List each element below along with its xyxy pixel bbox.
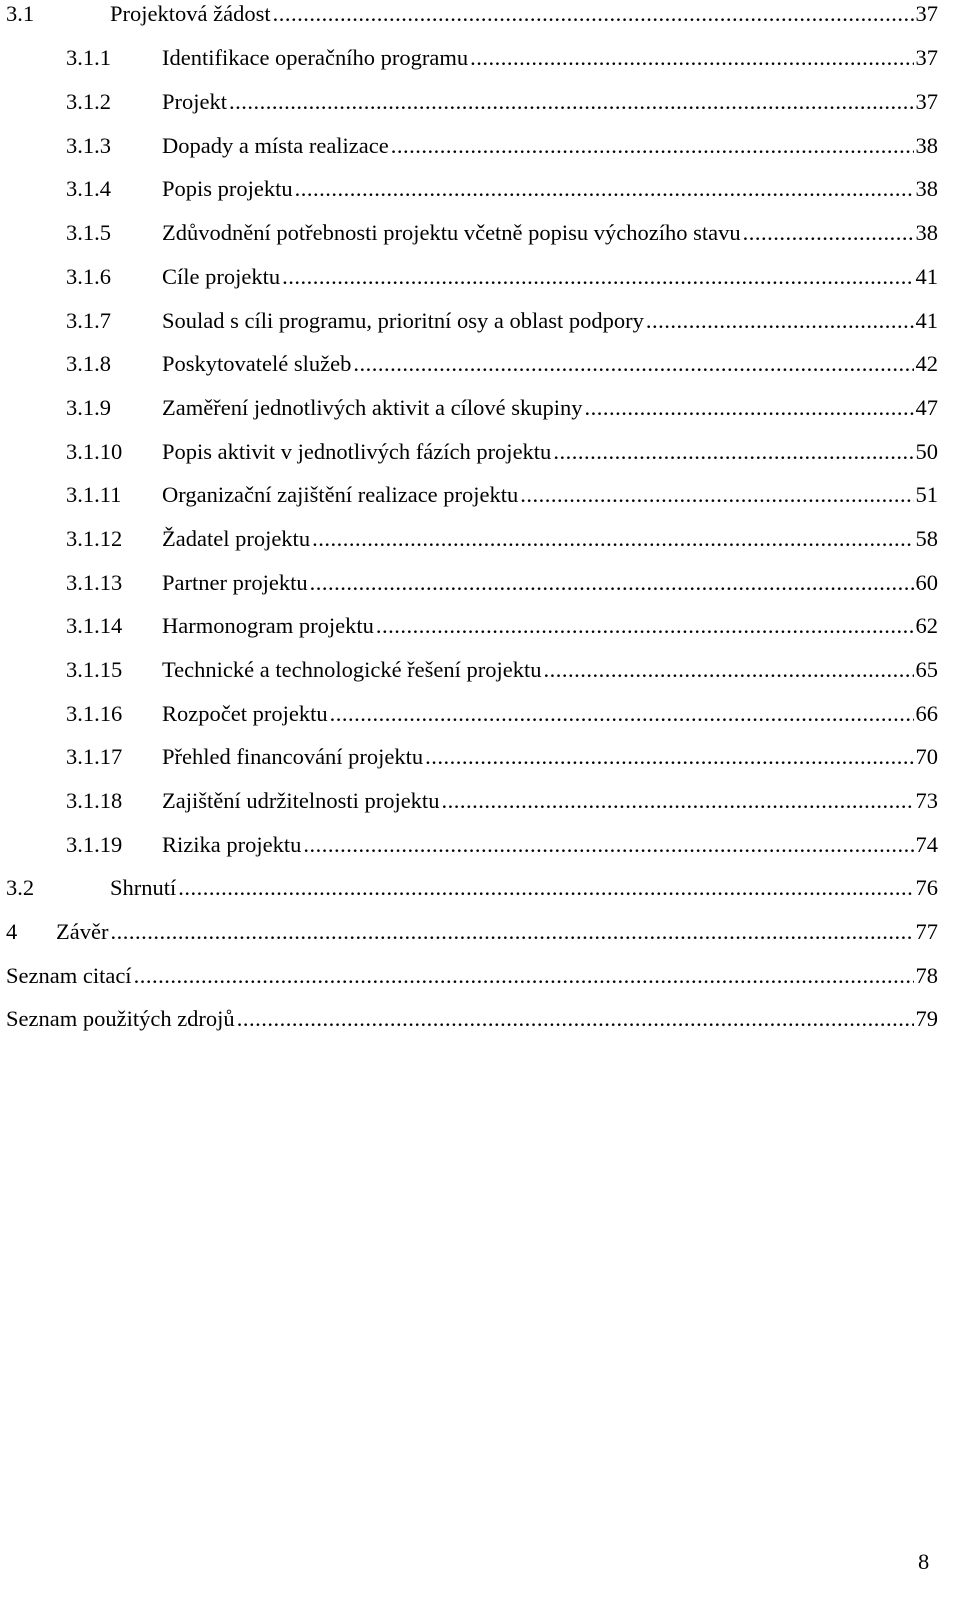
toc-dot-leader: [295, 167, 914, 211]
toc-entry-3-1-17[interactable]: [66, 735, 938, 779]
toc-dot-leader: [330, 692, 914, 736]
toc-entry-page: 41: [915, 308, 938, 333]
toc-entry-title: Rizika projektu: [162, 832, 302, 857]
toc-entry-number: 3.1.19: [66, 832, 123, 857]
toc-entry-3-1-1[interactable]: [66, 36, 938, 80]
toc-entry-number: 3.1.1: [66, 45, 111, 70]
toc-entry-page: 79: [915, 1006, 938, 1031]
toc-entry-page: 60: [915, 570, 938, 595]
toc-entry-3-1-15[interactable]: [66, 648, 938, 692]
toc-dot-leader: [229, 80, 914, 124]
toc-entry-title: Závěr: [56, 919, 109, 944]
toc-entry-title: Poskytovatelé služeb: [162, 351, 352, 376]
toc-entry-page: 37: [915, 1, 938, 26]
toc-entry-title: Organizační zajištění realizace projektu: [162, 482, 519, 507]
toc-entry-number: 4: [6, 919, 18, 944]
toc-entry-seznam-zdroju[interactable]: [6, 997, 938, 1041]
toc-entry-3-1-4[interactable]: [66, 167, 938, 211]
toc-entry-title: Popis projektu: [162, 176, 293, 201]
toc-entry-3-1[interactable]: [6, 0, 938, 36]
toc-entry-number: 3.1.4: [66, 176, 111, 201]
toc-dot-leader: [178, 866, 913, 910]
toc-dot-leader: [376, 604, 914, 648]
toc-entry-page: 78: [915, 963, 938, 988]
toc-dot-leader: [520, 473, 913, 517]
toc-entry-page: 38: [915, 220, 938, 245]
toc-entry-title: Shrnutí: [110, 875, 177, 900]
toc-dot-leader: [646, 299, 914, 343]
toc-entry-title: Zaměření jednotlivých aktivit a cílové skupiny: [162, 395, 583, 420]
toc-entry-number: 3.1.6: [66, 264, 111, 289]
toc-entry-title: Projektová žádost: [110, 1, 271, 26]
toc-dot-leader: [282, 255, 913, 299]
toc-entry-3-1-18[interactable]: [66, 779, 938, 823]
toc-entry-3-1-11[interactable]: [66, 473, 938, 517]
toc-entry-number: 3.1.8: [66, 351, 111, 376]
toc-dot-leader: [425, 735, 913, 779]
toc-entry-3-1-10[interactable]: [66, 430, 938, 474]
toc-entry-title: Technické a technologické řešení projektu: [162, 657, 542, 682]
toc-entry-page: 73: [915, 788, 938, 813]
toc-entry-title: Cíle projektu: [162, 264, 281, 289]
toc-entry-number: 3.1.5: [66, 220, 111, 245]
toc-entry-page: 50: [915, 439, 938, 464]
toc-entry-page: 37: [915, 45, 938, 70]
toc-entry-page: 51: [915, 482, 938, 507]
toc-entry-title: Přehled financování projektu: [162, 744, 424, 769]
toc-dot-leader: [310, 561, 914, 605]
toc-dot-leader: [743, 211, 914, 255]
toc-entry-title: Projekt: [162, 89, 227, 114]
toc-dot-leader: [553, 430, 913, 474]
toc-entry-page: 66: [915, 701, 938, 726]
toc-entry-3-1-12[interactable]: [66, 517, 938, 561]
toc-entry-number: 3.1.2: [66, 89, 111, 114]
toc-entry-number: 3.1.16: [66, 701, 123, 726]
toc-entry-page: 38: [915, 176, 938, 201]
toc-entry-title: Seznam citací: [6, 963, 132, 988]
toc-entry-number: 3.1.13: [66, 570, 123, 595]
toc-entry-3-1-16[interactable]: [66, 692, 938, 736]
toc-dot-leader: [237, 997, 914, 1041]
toc-entry-title: Seznam použitých zdrojů: [6, 1006, 235, 1031]
toc-entry-page: 41: [915, 264, 938, 289]
toc-entry-number: 3.1.9: [66, 395, 111, 420]
toc-entry-title: Dopady a místa realizace: [162, 133, 389, 158]
toc-entry-3-1-9[interactable]: [66, 386, 938, 430]
toc-entry-number: 3.1.11: [66, 482, 122, 507]
toc-dot-leader: [134, 954, 914, 998]
toc-entry-page: 38: [915, 133, 938, 158]
toc-entry-3-1-5[interactable]: [66, 211, 938, 255]
toc-entry-number: 3.1.10: [66, 439, 123, 464]
toc-dot-leader: [441, 779, 913, 823]
toc-entry-3-1-6[interactable]: [66, 255, 938, 299]
toc-entry-page: 77: [915, 919, 938, 944]
toc-dot-leader: [273, 0, 914, 36]
toc-entry-number: 3.1.14: [66, 613, 123, 638]
toc-entry-3-1-2[interactable]: [66, 80, 938, 124]
toc-dot-leader: [312, 517, 913, 561]
toc-entry-title: Popis aktivit v jednotlivých fázích projektu: [162, 439, 552, 464]
toc-entry-page: 65: [915, 657, 938, 682]
toc-entry-3-1-3[interactable]: [66, 124, 938, 168]
toc-entry-3-2[interactable]: [6, 866, 938, 910]
toc-entry-3-1-13[interactable]: [66, 561, 938, 605]
toc-entry-page: 47: [915, 395, 938, 420]
toc-entry-number: 3.1.12: [66, 526, 123, 551]
toc-entry-page: 62: [915, 613, 938, 638]
toc-entry-4[interactable]: [6, 910, 938, 954]
page-number: 8: [918, 1549, 930, 1574]
toc-entry-page: 58: [915, 526, 938, 551]
toc-entry-number: 3.2: [6, 875, 35, 900]
toc-entry-number: 3.1.18: [66, 788, 123, 813]
toc-entry-page: 42: [915, 351, 938, 376]
toc-entry-seznam-citaci[interactable]: [6, 954, 938, 998]
toc-entry-3-1-7[interactable]: [66, 299, 938, 343]
toc-dot-leader: [110, 910, 913, 954]
toc-dot-leader: [544, 648, 914, 692]
toc-entry-page: 70: [915, 744, 938, 769]
toc-entry-page: 74: [915, 832, 938, 857]
toc-entry-3-1-19[interactable]: [66, 823, 938, 867]
toc-entry-page: 76: [915, 875, 938, 900]
toc-entry-number: 3.1: [6, 1, 35, 26]
toc-entry-number: 3.1.17: [66, 744, 123, 769]
toc-entry-title: Partner projektu: [162, 570, 308, 595]
toc-entry-3-1-14[interactable]: [66, 604, 938, 648]
toc-entry-title: Identifikace operačního programu: [162, 45, 469, 70]
toc-dot-leader: [391, 124, 914, 168]
toc-entry-title: Zdůvodnění potřebnosti projektu včetně popisu výchozího stavu: [162, 220, 741, 245]
toc-entry-title: Zajištění udržitelnosti projektu: [162, 788, 440, 813]
toc-entry-title: Harmonogram projektu: [162, 613, 374, 638]
toc-dot-leader: [303, 823, 913, 867]
toc-entry-title: Žadatel projektu: [162, 526, 311, 551]
toc-dot-leader: [353, 342, 913, 386]
toc-dot-leader: [470, 36, 913, 80]
toc-entry-title: Soulad s cíli programu, prioritní osy a oblast podpory: [162, 308, 644, 333]
toc-dot-leader: [585, 386, 914, 430]
toc-entry-number: 3.1.7: [66, 308, 111, 333]
toc-entry-title: Rozpočet projektu: [162, 701, 328, 726]
toc-entry-number: 3.1.3: [66, 133, 111, 158]
toc-entry-number: 3.1.15: [66, 657, 123, 682]
toc-entry-3-1-8[interactable]: [66, 342, 938, 386]
toc-entry-page: 37: [915, 89, 938, 114]
